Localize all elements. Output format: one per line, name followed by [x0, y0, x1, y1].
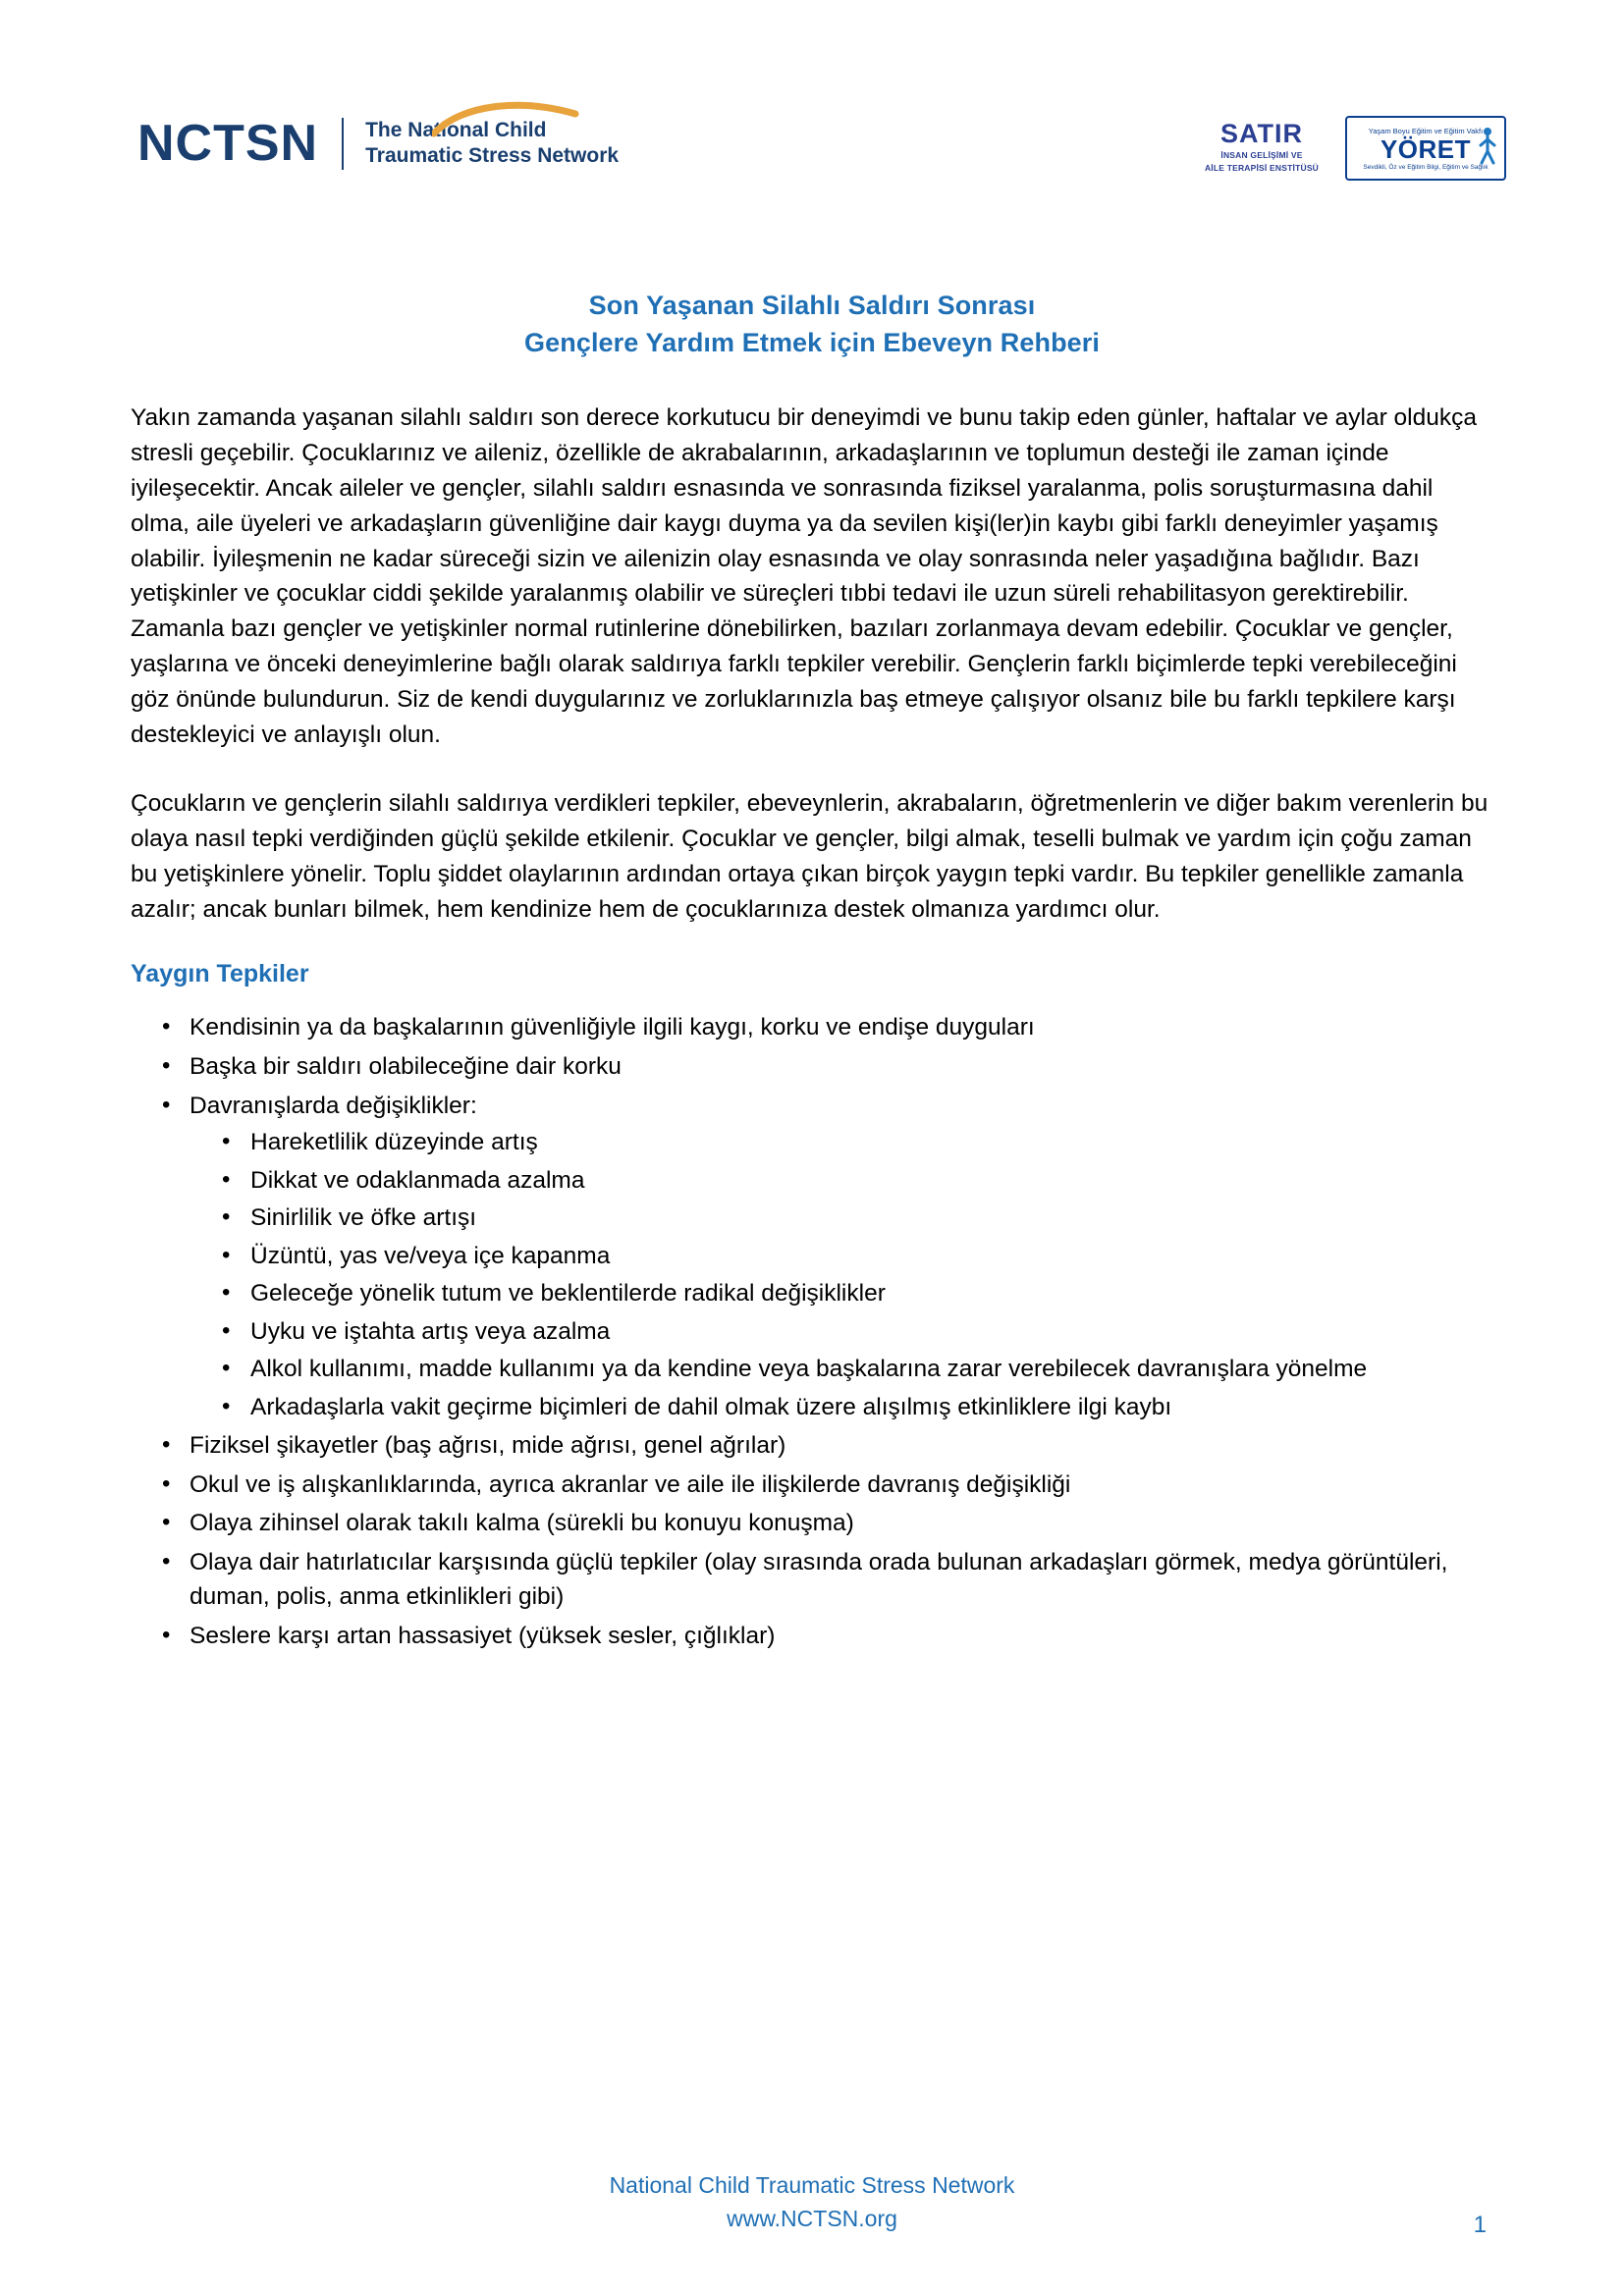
- list-item: [189, 1352, 1497, 1387]
- list-item: [189, 1390, 1497, 1425]
- list-item: [189, 1276, 1497, 1311]
- page-title-line2: Gençlere Yardım Etmek için Ebeveyn Rehberi: [524, 328, 1100, 358]
- bullet-icon: •: [222, 1128, 231, 1155]
- bullet-icon: •: [162, 1621, 171, 1648]
- list-item-label: Sinirlilik ve öfke artışı: [250, 1204, 477, 1232]
- page-title-line1: Son Yaşanan Silahlı Saldırı Sonrası: [588, 291, 1036, 320]
- list-item: [131, 1545, 1497, 1615]
- list-item-label: Üzüntü, yas ve/veya içe kapanma: [250, 1242, 611, 1269]
- list-item-label: Başka bir saldırı olabileceğine dair korku: [189, 1052, 622, 1080]
- bullet-icon: •: [162, 1469, 171, 1497]
- footer-website: www.NCTSN.org: [727, 2205, 897, 2231]
- bullet-icon: •: [162, 1091, 171, 1118]
- list-item: [131, 1428, 1497, 1464]
- document-footer: [0, 2169, 1624, 2235]
- nctsn-subtitle-line1: The National Child: [365, 119, 547, 141]
- list-item: [131, 1089, 1497, 1425]
- list-item: [189, 1201, 1497, 1236]
- bullet-icon: •: [222, 1355, 231, 1382]
- list-item-label: Hareketlilik düzeyinde artış: [250, 1129, 538, 1156]
- list-item: [189, 1239, 1497, 1274]
- bullet-icon: •: [222, 1241, 231, 1268]
- bullet-icon: •: [222, 1392, 231, 1419]
- bullet-icon: •: [222, 1279, 231, 1307]
- intro-paragraph-1: Yakın zamanda yaşanan silahlı saldırı son derece korkutucu bir deneyimdi ve bunu takip eden günler, haftalar ve aylar oldukça stresli geçebilir. Çocuklarınız ve aileniz, özellikle de akrabalarının, arkadaşlarının ve toplumun desteği ile zaman içinde iyileşecektir. Ancak aileler ve gençler, silahlı saldırı esnasında ve sonrasında fiziksel yaralanma, polis soruşturmasına dahil olma, aile üyeleri ve arkadaşların güvenliğine dair kaygı duyma ya da sevilen kişi(ler)in kaybı gibi farklı deneyimler yaşamış olabilir. İyileşmenin ne kadar süreceği sizin ve ailenizin olay esnasında ve olay sonrasında neler yaşadığına bağlıdır. Bazı yetişkinler ve çocuklar ciddi şekilde yaralanmış olabilir ve süreçleri tıbbi tedavi ile uzun süreli rehabilitasyon gerektirebilir. Zamanla bazı gençler ve yetişkinler normal rutinlerine dönebilirken, bazıları zorlanmaya devam edebilir. Çocuklar ve gençler, yaşlarına ve önceki deneyimlerine bağlı olarak saldırıya farklı tepkiler verebilir. Gençlerin farklı biçimlerde tepki verebileceğini göz önünde bulundurun. Siz de kendi duygularınız ve zorluklarınızla baş etmeye çalışıyor olsanız bile bu farklı tepkilere karşı destekleyici ve anlayışlı olun.: [131, 404, 1477, 749]
- satir-wordmark: [1220, 121, 1303, 147]
- list-item-label: Geleceğe yönelik tutum ve beklentilerde radikal değişiklikler: [250, 1280, 886, 1308]
- list-item: [131, 1010, 1497, 1045]
- bullet-icon: •: [162, 1013, 171, 1041]
- bullet-icon: •: [162, 1547, 171, 1575]
- page-number: 1: [1473, 2212, 1487, 2238]
- common-reactions-list: [131, 1010, 1497, 1653]
- nctsn-wordmark: NCTSN: [137, 115, 319, 173]
- bullet-icon: •: [222, 1316, 231, 1344]
- bullet-icon: •: [162, 1051, 171, 1079]
- list-item: [189, 1163, 1497, 1199]
- bullet-icon: •: [222, 1203, 231, 1231]
- list-item: [189, 1125, 1497, 1160]
- list-item-label: Okul ve iş alışkanlıklarında, ayrıca akranlar ve aile ile ilişkilerde davranış değişikliği: [189, 1470, 1071, 1498]
- satir-wordmark-text: SATIR: [1220, 119, 1303, 148]
- intro-paragraph-2: Çocukların ve gençlerin silahlı saldırıya verdikleri tepkiler, ebeveynlerin, akrabaların, öğretmenlerin ve diğer bakım verenlerin bu olaya nasıl tepki verdiğinden güçlü şekilde etkilenir. Çocuklar ve gençler, bilgi almak, teselli bulmak ve yardım için çoğu zaman bu yetişkinlere yönelir. Toplu şiddet olaylarının ardından ortaya çıkan birçok yaygın tepki vardır. Bu tepkiler genellikle zamanla azalır; ancak bunları bilmek, hem kendinize hem de çocuklarınıza destek olmanıza yardımcı olur.: [131, 789, 1489, 923]
- list-item-label: Davranışlarda değişiklikler:: [189, 1092, 477, 1119]
- list-item: [131, 1506, 1497, 1541]
- list-item: [131, 1049, 1497, 1085]
- yoret-top-text: Yaşam Boyu Eğitim ve Eğitim Vakfı: [1368, 127, 1484, 136]
- yoret-logo: [1345, 116, 1506, 181]
- list-item-label: Fiziksel şikayetler (baş ağrısı, mide ağrısı, genel ağrılar): [189, 1432, 786, 1460]
- page-title: [0, 287, 1624, 362]
- nctsn-swoosh-icon: [432, 100, 579, 139]
- document-body: [131, 400, 1497, 1657]
- list-item: [131, 1468, 1497, 1503]
- list-item-label: Olaya dair hatırlatıcılar karşısında güçlü tepkiler (olay sırasında orada bulunan arkadaşları görmek, medya görüntüleri, duman, polis, anma etkinlikleri gibi): [189, 1548, 1448, 1611]
- list-item: [189, 1314, 1497, 1350]
- yoret-wordmark: YÖRET: [1380, 133, 1472, 164]
- person-figure-icon: [1479, 126, 1496, 165]
- bullet-icon: •: [162, 1509, 171, 1536]
- list-item-label: Seslere karşı artan hassasiyet (yüksek sesler, çığlıklar): [189, 1622, 776, 1649]
- list-item-label: Kendisinin ya da başkalarının güvenliğiyle ilgili kaygı, korku ve endişe duyguları: [189, 1014, 1035, 1041]
- bullet-icon: •: [222, 1165, 231, 1193]
- document-header: [0, 106, 1624, 214]
- satir-subtitle-line1: İNSAN GELİŞİMİ VE: [1220, 150, 1303, 160]
- list-item-label: Arkadaşlarla vakit geçirme biçimleri de dahil olmak üzere alışılmış etkinliklere ilgi kaybı: [250, 1393, 1172, 1420]
- list-item-label: Olaya zihinsel olarak takılı kalma (sürekli bu konuyu konuşma): [189, 1510, 854, 1537]
- list-item-label: Alkol kullanımı, madde kullanımı ya da kendine veya başkalarına zarar verebilecek davranışlara yönelme: [250, 1356, 1368, 1383]
- list-item: [131, 1619, 1497, 1654]
- yoret-bottom-text: Sevdikli, Öz ve Eğitim Bilgi, Eğitim ve Sağlık: [1363, 163, 1489, 171]
- section-heading-common-reactions: Yaygın Tepkiler: [131, 960, 309, 988]
- footer-organization: National Child Traumatic Stress Network: [609, 2172, 1015, 2199]
- partner-logos: [1188, 116, 1506, 181]
- list-item-label: Dikkat ve odaklanmada azalma: [250, 1166, 585, 1194]
- behavior-changes-sublist: [189, 1125, 1497, 1424]
- list-item-label: Uyku ve iştahta artış veya azalma: [250, 1317, 611, 1345]
- satir-subtitle-line2: AİLE TERAPİSİ ENSTİTÜSÜ: [1204, 162, 1320, 173]
- bullet-icon: •: [162, 1431, 171, 1459]
- nctsn-subtitle-line2: Traumatic Stress Network: [365, 144, 620, 168]
- nctsn-logo: [137, 115, 620, 173]
- satir-logo: [1188, 116, 1335, 177]
